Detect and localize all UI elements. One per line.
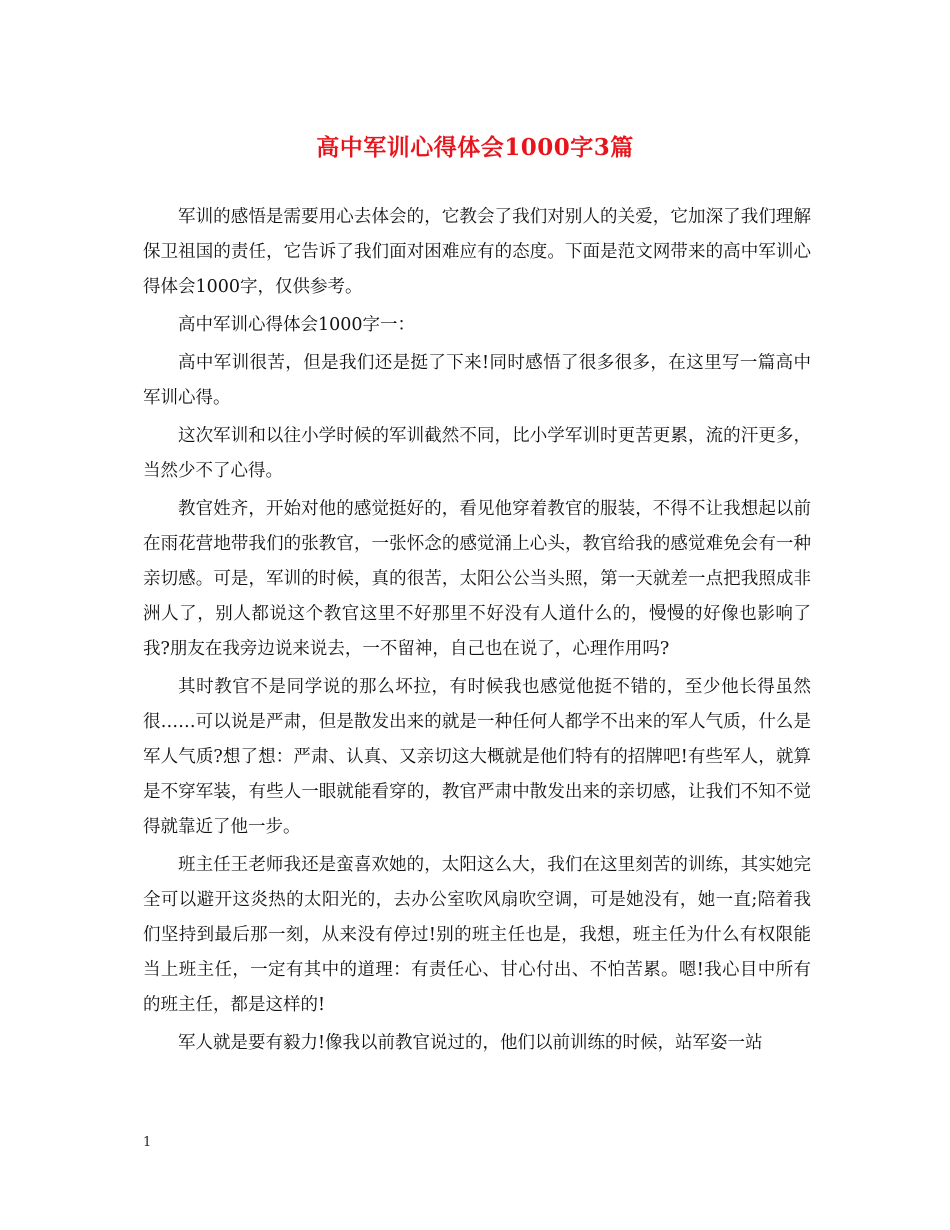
paragraph: 高中军训很苦，但是我们还是挺了下来!同时感悟了很多很多，在这里写一篇高中军训心得。: [143, 353, 811, 408]
paragraph: 这次军训和以往小学时候的军训截然不同，比小学军训时更苦更累，流的汗更多，当然少不了心得。: [143, 426, 811, 481]
paragraph: 教官姓齐，开始对他的感觉挺好的，看见他穿着教官的服装，不得不让我想起以前在雨花营地带我们的张教官，一张怀念的感觉涌上心头，教官给我的感觉难免会有一种亲切感。可是，军训的时候，真的很苦，太阳公公当头照，第一天就差一点把我照成非洲人了，别人都说这个教官这里不好那里不好没有人道什么的，慢慢的好像也影响了我?朋友在我旁边说来说去，一不留神，自己也在说了，心理作用吗?: [143, 499, 811, 659]
paragraph-intro: 军训的感悟是需要用心去体会的，它教会了我们对别人的关爱，它加深了我们理解保卫祖国的责任，它告诉了我们面对困难应有的态度。下面是范文网带来的高中军训心得体会1000字，仅供参考。: [143, 207, 811, 297]
document-title: 高中军训心得体会1000字3篇: [316, 134, 634, 161]
page-number: 1: [143, 1135, 152, 1150]
paragraph: 军人就是要有毅力!像我以前教官说过的，他们以前训练的时候，站军姿一站: [178, 1033, 763, 1053]
paragraph-section-heading: 高中军训心得体会1000字一：: [178, 315, 416, 335]
paragraph: 班主任王老师我还是蛮喜欢她的，太阳这么大，我们在这里刻苦的训练，其实她完全可以避开这炎热的太阳光的，去办公室吹风扇吹空调，可是她没有，她一直;陪着我们坚持到最后那一刻，从来没有停过!别的班主任也是，我想，班主任为什么有权限能当上班主任，一定有其中的道理：有责任心、甘心付出、不怕苦累。嗯!我心目中所有的班主任，都是这样的!: [143, 855, 811, 1015]
paragraph: 其时教官不是同学说的那么坏拉，有时候我也感觉他挺不错的，至少他长得虽然很……可以说是严肃，但是散发出来的就是一种任何人都学不出来的军人气质，什么是军人气质?想了想：严肃、认真、又亲切这大概就是他们特有的招牌吧!有些军人，就算是不穿军装，有些人一眼就能看穿的，教官严肃中散发出来的亲切感，让我们不知不觉得就靠近了他一步。: [143, 677, 811, 837]
document-body: [143, 200, 811, 1064]
